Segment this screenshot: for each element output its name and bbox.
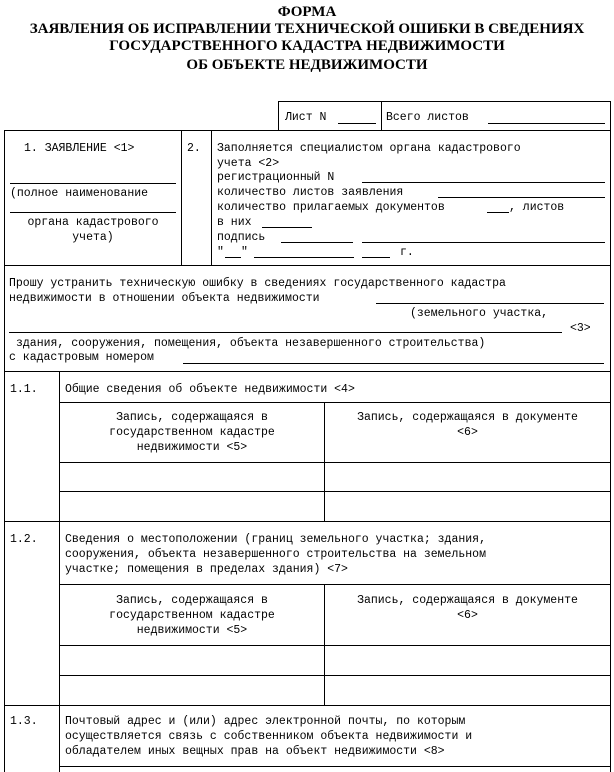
- divider-1-2b: [211, 130, 212, 265]
- s11-row1-top: [59, 462, 611, 463]
- date-month-field[interactable]: [254, 257, 354, 258]
- object-type-field[interactable]: [376, 303, 604, 304]
- signature-name-field[interactable]: [362, 242, 605, 243]
- s12-row1-top: [59, 645, 611, 646]
- s12-top: [4, 521, 611, 522]
- s13-number: 1.3.: [10, 715, 38, 728]
- s13-title-line2: осуществляется связь с собственником объекта недвижимости и: [65, 730, 473, 743]
- section2-number: 2.: [187, 142, 201, 155]
- s12-col1-header-a: Запись, содержащаяся в: [116, 594, 268, 607]
- s12-header-top: [59, 584, 611, 585]
- s11-number: 1.1.: [10, 383, 38, 396]
- s11-col2-header-b: <6>: [457, 426, 478, 439]
- s12-row2-top: [59, 675, 611, 676]
- s12-title-line3: участке; помещения в пределах здания) <7>: [65, 563, 348, 576]
- signature-label: подпись: [217, 231, 266, 244]
- cadastral-number-field[interactable]: [183, 363, 604, 364]
- sheet-box-top: [278, 101, 611, 102]
- date-quote-open: ": [217, 246, 224, 259]
- request-line6: с кадастровым номером: [9, 351, 154, 364]
- form-label: ФОРМА: [277, 4, 337, 20]
- sheet-box-right: [610, 101, 611, 130]
- applicant-name-field-2[interactable]: [10, 212, 176, 213]
- signature-field[interactable]: [281, 242, 353, 243]
- organ-caption: органа кадастрового: [27, 216, 159, 229]
- frame-left: [4, 130, 5, 772]
- s12-col2-header-b: <6>: [457, 609, 478, 622]
- s12-col2-header-a: Запись, содержащаяся в документе: [357, 594, 578, 607]
- sheets-count-field[interactable]: [438, 197, 605, 198]
- applicant-name-field[interactable]: [10, 183, 176, 184]
- reg-number-field[interactable]: [362, 182, 605, 183]
- reg-number-label: регистрационный N: [217, 171, 335, 184]
- s11-title: Общие сведения об объекте недвижимости <4>: [65, 383, 355, 396]
- s13-title-line3: обладателем иных вещных прав на объект недвижимости <8>: [65, 745, 445, 758]
- s11-header-top: [59, 402, 611, 403]
- docs-count-label: количество прилагаемых документов: [217, 201, 445, 214]
- request-line1: Прошу устранить техническую ошибку в сведениях государственного кадастра: [9, 277, 506, 290]
- section1-heading: 1. ЗАЯВЛЕНИЕ <1>: [24, 142, 135, 155]
- total-sheets-label: Всего листов: [386, 111, 469, 124]
- sheet-box-divider: [381, 101, 382, 130]
- s11-col1-header-a: Запись, содержащаяся в: [116, 411, 268, 424]
- section2-line2: учета <2>: [217, 157, 280, 170]
- date-year-field[interactable]: [362, 257, 390, 258]
- docs-sheets-suffix: , листов: [509, 201, 565, 214]
- date-quote-close: ": [241, 246, 248, 259]
- s11-col2-header-a: Запись, содержащаяся в документе: [357, 411, 578, 424]
- s12-title-line2: сооружения, объекта незавершенного строительства на земельном: [65, 548, 486, 561]
- object-type-field-2[interactable]: [9, 332, 562, 333]
- sheet-box-left: [278, 101, 279, 130]
- year-label: г.: [400, 246, 414, 259]
- docs-count-field[interactable]: [487, 212, 509, 213]
- full-name-caption: (полное наименование: [10, 187, 149, 200]
- divider-request-top: [4, 265, 611, 266]
- docs-sheets-field[interactable]: [262, 227, 312, 228]
- request-line2: недвижимости в отношении объекта недвижимости: [9, 292, 320, 305]
- form-title-line1: ЗАЯВЛЕНИЯ ОБ ИСПРАВЛЕНИИ ТЕХНИЧЕСКОЙ ОШИБКИ В СВЕДЕНИЯХ: [29, 21, 585, 37]
- s11-row2-top: [59, 491, 611, 492]
- request-line3: (земельного участка,: [410, 307, 549, 320]
- s11-col1-header-c: недвижимости <5>: [136, 441, 248, 454]
- sheet-number-field[interactable]: [338, 123, 376, 124]
- request-line5: здания, сооружения, помещения, объекта незавершенного строительства): [16, 337, 486, 350]
- form-title-line2: ГОСУДАРСТВЕННОГО КАДАСТРА НЕДВИЖИМОСТИ: [109, 38, 505, 54]
- sheet-number-label: Лист N: [285, 111, 327, 124]
- s12-number: 1.2.: [10, 533, 38, 546]
- organ-caption-2: учета): [72, 231, 114, 244]
- s13-title-line1: Почтовый адрес и (или) адрес электронной почты, по которым: [65, 715, 466, 728]
- form-title-line3: ОБ ОБЪЕКТЕ НЕДВИЖИМОСТИ: [186, 57, 428, 73]
- s12-col1-header-b: государственном кадастре: [109, 609, 275, 622]
- s12-col1-header-c: недвижимости <5>: [136, 624, 248, 637]
- s12-title-line1: Сведения о местоположении (границ земельного участка; здания,: [65, 533, 486, 546]
- frame-top: [4, 130, 611, 131]
- date-day-field[interactable]: [225, 257, 241, 258]
- divider-1-2a: [181, 130, 182, 265]
- divider-s11-top: [4, 371, 611, 372]
- s13-top: [4, 705, 611, 706]
- s11-col1-header-b: государственном кадастре: [109, 426, 275, 439]
- in-them-label: в них: [217, 216, 252, 229]
- total-sheets-field[interactable]: [488, 123, 605, 124]
- section2-line1: Заполняется специалистом органа кадастрового: [217, 142, 521, 155]
- s13-header-top: [59, 766, 611, 767]
- sheets-count-label: количество листов заявления: [217, 186, 404, 199]
- request-note3: <3>: [570, 322, 591, 335]
